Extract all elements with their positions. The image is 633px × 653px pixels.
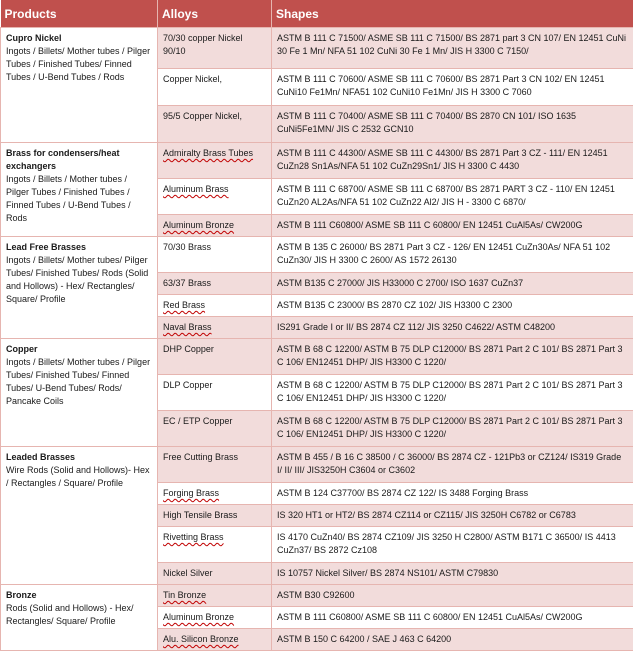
alloy-cell: [158, 527, 272, 563]
product-name: Leaded Brasses: [6, 452, 76, 462]
table-row: [1, 447, 633, 483]
product-cell: [1, 447, 158, 585]
shapes-cell: ASTM B 68 C 12200/ ASTM B 75 DLP C12000/ BS 2871 Part 2 C 101/ BS 2871 Part 3 C 106/ EN12451 DHP/ JIS H3300 C 1220/: [272, 339, 633, 375]
table-row: [1, 28, 633, 69]
product-forms: Rods (Solid and Hollows) - Hex/ Rectangles/ Square/ Profile: [6, 603, 134, 626]
header-products: Products: [1, 0, 158, 28]
shapes-cell: ASTM B30 C92600: [272, 585, 633, 607]
alloy-name: Tin Bronze: [163, 590, 207, 600]
alloy-cell: DLP Copper: [158, 375, 272, 411]
product-name: Cupro Nickel: [6, 33, 62, 43]
product-cell: [1, 237, 158, 339]
shapes-cell: ASTM B 111 C60800/ ASME SB 111 C 60800/ EN 12451 CuAl5As/ CW200G: [272, 215, 633, 237]
product-forms: Ingots / Billets / Mother tubes / Pilger Tubes / Finished Tubes / Finned Tubes / U-Bend Tubes / Rods: [6, 174, 131, 223]
alloy-cell: [158, 607, 272, 629]
shapes-cell: ASTM B 150 C 64200 / SAE J 463 C 64200: [272, 629, 633, 651]
alloy-name: Red Brass: [163, 300, 206, 310]
table-row: [1, 339, 633, 375]
shapes-cell: ASTM B135 C 23000/ BS 2870 CZ 102/ JIS H3300 C 2300: [272, 295, 633, 317]
product-name: Lead Free Brasses: [6, 242, 87, 252]
shapes-cell: ASTM B 111 C 68700/ ASME SB 111 C 68700/ BS 2871 PART 3 CZ - 110/ EN 12451 CuZn20 AL2As/NFA 51 102 CuZn22 Al2/ JIS H - 3300 C 6870/: [272, 179, 633, 215]
product-forms: Ingots / Billets/ Mother tubes / Pilger Tubes/ Finished Tubes/ Finned Tubes/ U-Bend Tubes/ Rods/ Pancake Coils: [6, 357, 151, 406]
header-alloys: Alloys: [158, 0, 272, 28]
alloy-cell: Nickel Silver: [158, 563, 272, 585]
alloy-cell: 70/30 Brass: [158, 237, 272, 273]
product-cell: [1, 339, 158, 447]
shapes-cell: IS 4170 CuZn40/ BS 2874 CZ109/ JIS 3250 H C2800/ ASTM B171 C 36500/ IS 4413 CuZn37/ BS 2872 Cz108: [272, 527, 633, 563]
alloy-cell: EC / ETP Copper: [158, 411, 272, 447]
header-row: [1, 0, 633, 28]
alloy-name: Admiralty Brass Tubes: [163, 148, 254, 158]
product-forms: Ingots / Billets/ Mother tubes / Pilger Tubes / Finished Tubes/ Finned Tubes / U-Bend Tubes / Rods: [6, 46, 151, 82]
alloy-cell: 70/30 copper Nickel 90/10: [158, 28, 272, 69]
alloy-name: Forging Brass: [163, 488, 220, 498]
header-shapes: Shapes: [272, 0, 633, 28]
product-name: Brass for condensers/heat exchangers: [6, 148, 120, 171]
table-row: [1, 143, 633, 179]
product-cell: [1, 585, 158, 651]
product-name: Copper: [6, 344, 38, 354]
alloy-cell: 95/5 Copper Nickel,: [158, 106, 272, 143]
alloy-cell: Free Cutting Brass: [158, 447, 272, 483]
table-row: [1, 237, 633, 273]
alloy-cell: [158, 179, 272, 215]
alloy-cell: [158, 629, 272, 651]
alloy-name: Naval Brass: [163, 322, 212, 332]
product-forms: Wire Rods (Solid and Hollows)- Hex / Rectangles / Square/ Profile: [6, 465, 150, 488]
alloy-name: Aluminum Bronze: [163, 220, 235, 230]
shapes-cell: ASTM B 111 C 71500/ ASME SB 111 C 71500/ BS 2871 part 3 CN 107/ EN 12451 CuNi 30 Fe 1 Mn/ NFA 51 102 CuNi 30 Fe 1 Mn/ JIS H 3300 C 7150/: [272, 28, 633, 69]
shapes-cell: ASTM B 455 / B 16 C 38500 / C 36000/ BS 2874 CZ - 121Pb3 or CZ124/ IS319 Grade I/ II/ III/ JIS3250H C3604 or C3602: [272, 447, 633, 483]
alloy-cell: DHP Copper: [158, 339, 272, 375]
shapes-cell: ASTM B 135 C 26000/ BS 2871 Part 3 CZ - 126/ EN 12451 CuZn30As/ NFA 51 102 CuZn30/ JIS H 3300 C 2600/ AS 1572 26130: [272, 237, 633, 273]
shapes-cell: ASTM B135 C 27000/ JIS H33000 C 2700/ ISO 1637 CuZn37: [272, 273, 633, 295]
table-row: [1, 585, 633, 607]
product-cell: [1, 143, 158, 237]
alloy-cell: [158, 295, 272, 317]
alloy-cell: [158, 585, 272, 607]
shapes-cell: ASTM B 111 C 70600/ ASME SB 111 C 70600/ BS 2871 Part 3 CN 102/ EN 12451 CuNi10 Fe1Mn/ NFA51 102 CuNi10 Fe1Mn/ JIS H 3300 C 7060: [272, 69, 633, 106]
alloy-cell: High Tensile Brass: [158, 505, 272, 527]
shapes-cell: ASTM B 111 C60800/ ASME SB 111 C 60800/ EN 12451 CuAl5As/ CW200G: [272, 607, 633, 629]
alloy-cell: [158, 317, 272, 339]
alloy-cell: [158, 143, 272, 179]
shapes-cell: ASTM B 68 C 12200/ ASTM B 75 DLP C12000/ BS 2871 Part 2 C 101/ BS 2871 Part 3 C 106/ EN12451 DHP/ JIS H3300 C 1220/: [272, 411, 633, 447]
product-cell: [1, 28, 158, 143]
shapes-cell: ASTM B 124 C37700/ BS 2874 CZ 122/ IS 3488 Forging Brass: [272, 483, 633, 505]
alloy-name: Alu. Silicon Bronze: [163, 634, 239, 644]
alloy-name: Rivetting Brass: [163, 532, 224, 542]
product-forms: Ingots / Billets/ Mother tubes/ Pilger Tubes/ Finished Tubes/ Rods (Solid and Hollows) - Hex/ Rectangles/ Square/ Profile: [6, 255, 149, 304]
shapes-cell: IS 10757 Nickel Silver/ BS 2874 NS101/ ASTM C79830: [272, 563, 633, 585]
product-name: Bronze: [6, 590, 37, 600]
alloy-cell: 63/37 Brass: [158, 273, 272, 295]
shapes-cell: ASTM B 111 C 44300/ ASME SB 111 C 44300/ BS 2871 Part 3 CZ - 111/ EN 12451 CuZn28 Sn1As/NFA 51 102 CuZn29Sn1/ JIS H 3300 C 4430: [272, 143, 633, 179]
alloy-name: Aluminum Brass: [163, 184, 229, 194]
alloy-cell: [158, 215, 272, 237]
shapes-cell: ASTM B 68 C 12200/ ASTM B 75 DLP C12000/ BS 2871 Part 2 C 101/ BS 2871 Part 3 C 106/ EN12451 DHP/ JIS H3300 C 1220/: [272, 375, 633, 411]
shapes-cell: IS 320 HT1 or HT2/ BS 2874 CZ114 or CZ115/ JIS 3250H C6782 or C6783: [272, 505, 633, 527]
alloy-name: Aluminum Bronze: [163, 612, 235, 622]
alloy-cell: Copper Nickel,: [158, 69, 272, 106]
alloy-cell: [158, 483, 272, 505]
shapes-cell: IS291 Grade I or II/ BS 2874 CZ 112/ JIS 3250 C4622/ ASTM C48200: [272, 317, 633, 339]
shapes-cell: ASTM B 111 C 70400/ ASME SB 111 C 70400/ BS 2870 CN 101/ ISO 1635 CuNi5Fe1MN/ JIS C 2532 GCN10: [272, 106, 633, 143]
